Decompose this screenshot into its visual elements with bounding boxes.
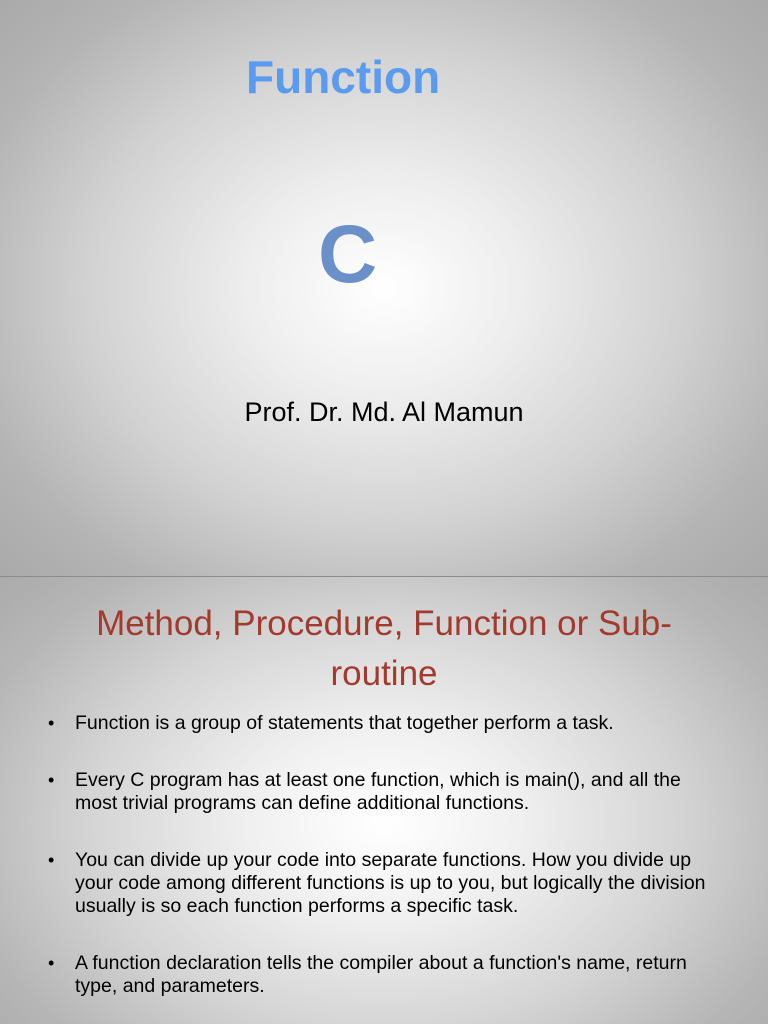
bullet-item [46, 849, 726, 918]
bullet-text: Function is a group of statements that together perform a task. [75, 712, 614, 734]
slide-heading: Method, Procedure, Function or Sub-routine [96, 604, 672, 693]
bullet-item [46, 952, 726, 998]
bullet-icon: • [48, 850, 55, 870]
bullet-text: A function declaration tells the compiler about a function's name, return type, and parameters. [75, 952, 687, 997]
bullet-list [46, 712, 726, 1024]
slide-title-heading: Function [246, 51, 441, 103]
slide-author: Prof. Dr. Md. Al Mamun [244, 397, 524, 427]
bullet-text: You can divide up your code into separate functions. How you divide up your code among different functions is up to you, but logically the division usually is so each function performs a specific task. [75, 849, 706, 917]
bullet-item [46, 712, 726, 735]
slide-subtitle: C [318, 209, 378, 300]
bullet-text: Every C program has at least one function, which is main(), and all the most trivial programs can define additional functions. [75, 769, 681, 814]
bullet-icon: • [48, 713, 55, 733]
bullet-icon: • [48, 953, 55, 973]
slide-method-procedure [0, 577, 768, 1024]
bullet-icon: • [48, 770, 55, 790]
bullet-item [46, 769, 726, 815]
